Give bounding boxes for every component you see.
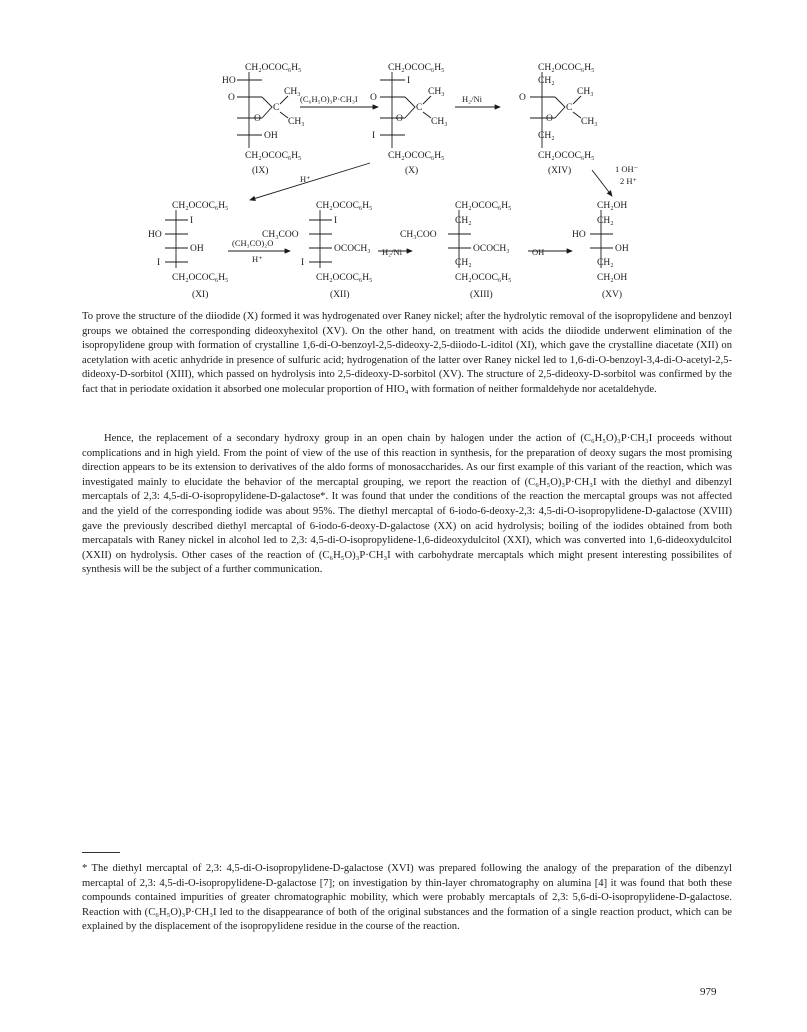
- footnote: * The diethyl mercaptal of 2,3: 4,5-di-O-isopropylidene-D-galactose (XVI) was prepared following the analogy of the preparation of the dibenzyl mercaptal of 2,3: 4,5-di-O-isopropylidene-D-galactose [7]; on investigation by thin-layer chromatography on alumina [4] it was found that both these compounds contained impurities of greater chromatographic mobility, which were probably mercaptals of 2,3: 5,6-di-O-isopropylidene-D-galactose. Reaction with (C₆H₅O)₃P·CH₃I led to the disappearance of both of the original substances and the formation of a single reaction product, which can be explained by the displacement of the isopropylidene residue in the course of the reaction.: [82, 863, 732, 933]
- reagent-h2ni-1: H₂/Ni: [462, 94, 482, 104]
- xiv-o1: O: [519, 93, 526, 103]
- xiv-o2: O: [546, 114, 553, 124]
- compound-x: [370, 63, 448, 176]
- xiv-c: C: [566, 103, 573, 113]
- ix-top: CH₂OCOC₆H₅: [245, 63, 302, 73]
- x-bottom: CH₂OCOC₆H₅: [388, 151, 445, 161]
- xii-ac2: OCOCH₃: [334, 244, 371, 254]
- xiii-label: (XIII): [470, 290, 493, 300]
- reagent-oh: 1 OH⁻: [615, 164, 639, 174]
- x-c: C: [416, 103, 423, 113]
- xiv-ch3b: CH₃: [581, 117, 598, 127]
- xi-top: CH₂OCOC₆H₅: [172, 201, 229, 211]
- xii-label: (XII): [330, 290, 350, 300]
- ix-ch3a: CH₃: [284, 87, 301, 97]
- x-ch3a: CH₃: [428, 87, 445, 97]
- reagent-oh-2: OH⁻: [532, 247, 549, 257]
- reaction-scheme-svg: [0, 0, 807, 310]
- xv-ch2a: CH₂: [597, 216, 614, 226]
- ix-label: (IX): [252, 166, 269, 176]
- xii-ac1: CH₃COO: [262, 230, 299, 240]
- xii-i2: I: [301, 258, 305, 268]
- reagent-h-plus: H⁺: [300, 174, 311, 184]
- ix-c: C: [273, 103, 280, 113]
- page-number: 979: [700, 986, 717, 998]
- compound-xi: [148, 201, 228, 300]
- xi-bottom: CH₂OCOC₆H₅: [172, 273, 229, 283]
- x-o1: O: [370, 93, 377, 103]
- reagent-h2ni-2: H₂/Ni: [382, 247, 402, 257]
- x-o2: O: [396, 114, 403, 124]
- xii-i1: I: [334, 216, 338, 226]
- ix-ho: HO: [222, 76, 236, 86]
- xv-top: CH₂OH: [597, 201, 628, 211]
- ix-oh: OH: [264, 131, 278, 141]
- x-top: CH₂OCOC₆H₅: [388, 63, 445, 73]
- xiv-label: (XIV): [548, 166, 572, 176]
- xii-bottom: CH₂OCOC₆H₅: [316, 273, 373, 283]
- xi-oh: OH: [190, 244, 204, 254]
- xi-i2: I: [157, 258, 161, 268]
- xii-top: CH₂OCOC₆H₅: [316, 201, 373, 211]
- xiii-ac2: OCOCH₃: [473, 244, 510, 254]
- ix-o2: O: [254, 114, 261, 124]
- compound-xiv: [519, 63, 598, 176]
- xv-label: (XV): [602, 290, 623, 300]
- xi-label: (XI): [192, 290, 209, 300]
- compound-xiii: [400, 201, 511, 300]
- x-ch3b: CH₃: [431, 117, 448, 127]
- ix-ch3b: CH₃: [288, 117, 305, 127]
- reagent-phosphite: (C₆H₅O)₃P·CH₃I: [300, 94, 358, 104]
- xiii-ch2a: CH₂: [455, 216, 472, 226]
- xv-bottom: CH₂OH: [597, 273, 628, 283]
- xiii-bottom: CH₂OCOC₆H₅: [455, 273, 512, 283]
- xiii-ch2b: CH₂: [455, 258, 472, 268]
- body-paragraph-1: To prove the structure of the diiodide (X) formed it was hydrogenated over Raney nickel; after the hydrolytic removal of the isopropylidene and benzoyl groups we obtained the corresponding dideoxyhexitol (XV). On the other hand, on treatment with acids the diiodide underwent elimination of the isopropylidene group with formation of crystalline 1,6-di-O-benzoyl-2,5-dideoxy-2,5-diiodo-L-iditol (XI), which gave the crystalline diacetate (XII) on acetylation with acetic anhydride in presence of sulfuric acid; hydrogenation of the latter over Raney nickel led to 1,6-di-O-benzoyl-3,4-di-O-acetyl-2,5-dideoxy-D-sorbitol (XIII), which passed on hydrolysis into 2,5-dideoxy-D-sorbitol (XV). The structure of 2,5-dideoxy-D-sorbitol was confirmed by the fact that in periodate oxidation it absorbed one molecular proportion of HIO₄ with formation of neither formaldehyde nor acetaldehyde.: [82, 311, 732, 395]
- compound-ix: [222, 63, 305, 176]
- compound-xii: [262, 201, 372, 300]
- xi-ho: HO: [148, 230, 162, 240]
- xv-ch2b: CH₂: [597, 258, 614, 268]
- xv-oh: OH: [615, 244, 629, 254]
- body-paragraph-2: Hence, the replacement of a secondary hydroxy group in an open chain by halogen under the action of (C₆H₅O)₃P·CH₃I proceeds without complications and in high yield. From the point of view of the use of this reaction in synthesis, for the preparation of deoxy sugars the most promising direction appears to be its extension to derivatives of the aldo forms of monosaccharides. As our first example of this variant of the reaction, which was investigated mainly to elucidate the behavior of the mercaptal grouping, we report the reaction of (C₆H₅O)₃P·CH₃I with the diethyl and dibenzyl mercaptals of 2,3: 4,5-di-O-isopropylidene-D-galactose*. It was found that under the conditions of the reaction the mercaptal groups was not affected and the yield of the corresponding iodide was about 95%. The diethyl mercaptal of 6-iodo-6-deoxy-2,3: 4,5-di-O-isopropylidene-D-galactose (XVIII) gave the previously described diethyl mercaptal of 6-iodo-6-deoxy-D-galactose (XX) on acid hydrolysis; boiling of the iodides obtained from both mercapatals with Raney nickel in alcohol led to 2,3: 4,5-di-O-isopropylidene-1,6-dideoxydulcitol (XXI), which was converted into 1,6-dideoxydulcitol (XXII) on hydrolysis. Other cases of the reaction of (C₆H₅O)₃P·CH₃I with carbohydrate mercaptals which might present interesting possibilites of synthesis will be the subject of a further communication.: [82, 433, 732, 576]
- xiii-top: CH₂OCOC₆H₅: [455, 201, 512, 211]
- ix-bottom: CH₂OCOC₆H₅: [245, 151, 302, 161]
- compound-xv: [572, 201, 629, 300]
- reagent-h-plus-2: H⁺: [252, 254, 263, 264]
- reagent-2h: 2 H⁺: [620, 176, 637, 186]
- reagent-ac2o: (CH₃CO)₂O: [232, 238, 274, 248]
- xiv-ch3a: CH₃: [577, 87, 594, 97]
- ix-o1: O: [228, 93, 235, 103]
- xi-i1: I: [190, 216, 194, 226]
- xiii-ac1: CH₃COO: [400, 230, 437, 240]
- xiv-ch2a: CH₂: [538, 76, 555, 86]
- reaction-scheme: [0, 0, 807, 310]
- xiv-ch2b: CH₂: [538, 131, 555, 141]
- xiv-top: CH₂OCOC₆H₅: [538, 63, 595, 73]
- footnote-rule: [82, 852, 120, 853]
- x-label: (X): [405, 166, 419, 176]
- xiv-bottom: CH₂OCOC₆H₅: [538, 151, 595, 161]
- xv-ho: HO: [572, 230, 586, 240]
- x-i1: I: [407, 76, 411, 86]
- x-i2: I: [372, 131, 376, 141]
